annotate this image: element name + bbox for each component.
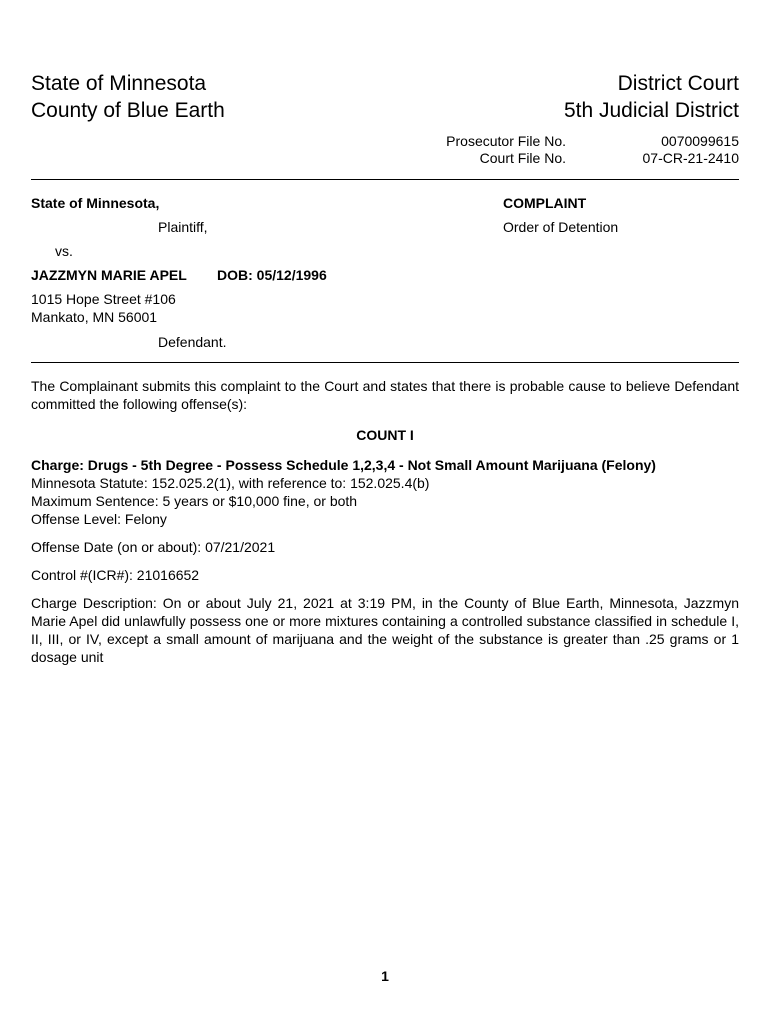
court-file-label: Court File No.	[479, 150, 566, 166]
versus-label: vs.	[55, 243, 73, 259]
address-line-1: 1015 Hope Street #106	[31, 291, 176, 307]
defendant-role: Defendant.	[158, 334, 227, 350]
max-sentence-line: Maximum Sentence: 5 years or $10,000 fine, or both	[31, 493, 358, 509]
defendant-name: JAZZMYN MARIE APEL	[31, 267, 187, 283]
plaintiff-role: Plaintiff,	[158, 219, 208, 235]
court-file-value: 07-CR-21-2410	[642, 150, 739, 166]
district-heading: 5th Judicial District	[563, 99, 739, 122]
offense-date-line: Offense Date (on or about): 07/21/2021	[31, 539, 276, 555]
page-number: 1	[381, 968, 389, 984]
count-heading: COUNT I	[356, 427, 414, 443]
top-divider	[31, 179, 739, 180]
statute-line: Minnesota Statute: 152.025.2(1), with reference to: 152.025.4(b)	[31, 475, 430, 491]
offense-level-line: Offense Level: Felony	[31, 511, 167, 527]
plaintiff-name: State of Minnesota,	[31, 195, 160, 211]
control-number-line: Control #(ICR#): 21016652	[31, 567, 200, 583]
charge-description: Charge Description: On or about July 21, 2021 at 3:19 PM, in the County of Blue Earth, Minnesota, Jazzmyn Marie Apel did unlawfully possess one or more mixtures containing a controlled substance classified in schedule I, II, III, or IV, except a small amount of marijuana and the weight of the substance is greater than .25 grams or 1 dosage unit	[31, 595, 739, 665]
prosecutor-file-value: 0070099615	[661, 133, 739, 149]
defendant-dob: DOB: 05/12/1996	[217, 267, 327, 283]
document-type: COMPLAINT	[503, 195, 587, 211]
state-heading: State of Minnesota	[31, 72, 207, 95]
court-heading: District Court	[617, 72, 739, 95]
county-heading: County of Blue Earth	[31, 99, 225, 122]
charge-title: Charge: Drugs - 5th Degree - Possess Schedule 1,2,3,4 - Not Small Amount Marijuana (Felony)	[31, 457, 656, 473]
prosecutor-file-label: Prosecutor File No.	[446, 133, 566, 149]
address-line-2: Mankato, MN 56001	[31, 309, 158, 325]
document-subtype: Order of Detention	[503, 219, 619, 235]
intro-paragraph: The Complainant submits this complaint to the Court and states that there is probable cause to believe Defendant committed the following offense(s):	[31, 378, 739, 412]
caption-divider	[31, 362, 739, 363]
